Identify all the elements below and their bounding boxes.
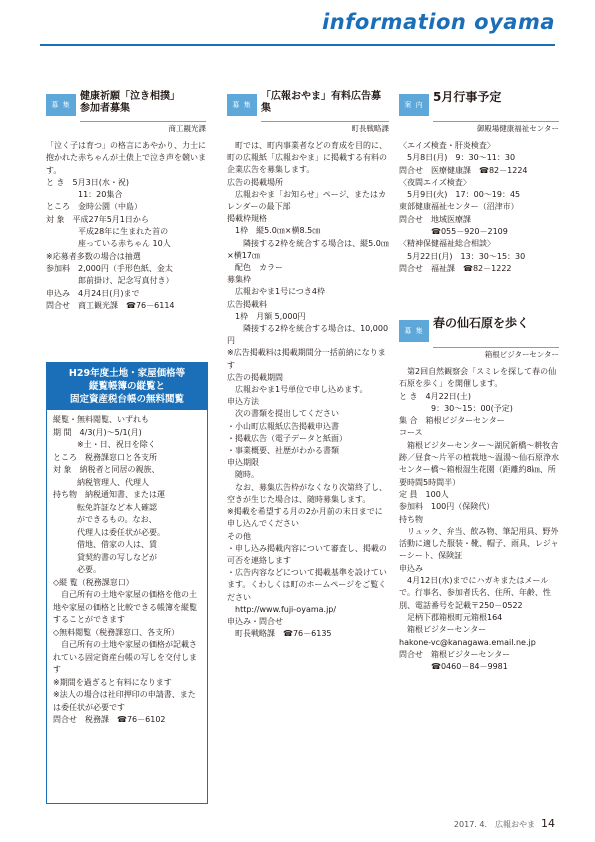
section-body: 町では、町内事業者などの育成を目的に、町の広報紙「広報おやま」に掲載する有料の企業広告を募集します。 広告の掲載場所 広報おやま「お知らせ」ページ、またはカレンダーの最下部 掲載枠規格 1枠 縦5.0㎝×横8.5㎝ 隣接する2枠を統合する場合は、縦5.0㎝×横17㎝ 配色 カラー 募集枠 広報おやま1号につき4枠 広告掲載料 1枠 月額 5,000円 隣接する2枠を統合する場合は、10,000円 ※広告掲載料は掲載期間分一括前納になります 広告の掲載期間 広報おやま1号単位で申し込めます。 申込方法 次の書類を提出してください ・小山町広報紙広告掲載申込書 ・掲載広告（電子データと紙面） ・事業概要、社歴がわかる書類 申込期限 随時。 なお、募集広告枠がなくなり次第終了し、空きが生じた場合は、随時募集します。 ※掲載を希望する月の2か月前の末日までに申し込んでください その他 ・申し込み掲載内容について審査し、掲載の可否を連絡します ・広告内容などについて掲載基準を設けています。くわしくは町のホームページをご覧ください http://www.fuji-oyama.jp/ 申込み・問合せ 町長戦略課 ☎76－6135	[227, 141, 389, 639]
section-kouhou	[227, 88, 389, 640]
section-tag: 案 内	[399, 94, 429, 116]
section-dept: 箱根ビジターセンター	[484, 350, 559, 359]
tax-notice-box	[46, 362, 208, 804]
section-header	[399, 88, 559, 120]
divider	[433, 347, 559, 348]
section-title: 春の仙石原を歩く	[433, 316, 530, 330]
tax-notice-title: H29年度土地・家屋価格等 縦覧帳簿の縦覧と 固定資産税台帳の無料閲覧	[47, 363, 207, 410]
section-dept: 町長戦略課	[351, 124, 389, 133]
section-sengoku	[399, 314, 559, 673]
section-body: 第2回自然観察会「スミレを探して春の仙石原を歩く」を開催します。 と き 4月22日(土) 9：30～15：00(予定) 集 合 箱根ビジターセンター コース 箱根ビジターセンター～湖尻新橋～耕牧舎跡／昼食～片平の植栽地～温湯～仙石原浄水センター橋～箱根湿生花園（距離約8㎞、所要時間5時間半） 定 員 100人 参加料 100円（保険代） 持ち物 リュック、弁当、飲み物、筆記用具、野外活動に適した服装・靴、帽子、雨具、レジャーシート、保険証 申込み 4月12日(水)までにハガキまたはメールで。行事名、参加者氏名、住所、年齢、性別、電話番号を記載〒250－0522 足柄下郡箱根町元箱根164 箱根ビジターセンター hakone-vc@kanagawa.email.ne.jp 問合せ 箱根ビジターセンター ☎0460－84－9981	[399, 367, 559, 672]
section-header	[399, 314, 559, 346]
section-tag: 募 集	[227, 94, 257, 116]
header-title: information oyama	[322, 10, 555, 34]
section-header	[46, 88, 206, 120]
section-tag: 募 集	[46, 94, 76, 116]
header-rule	[40, 44, 555, 46]
section-title: 「広報おやま」有料広告募集	[261, 91, 381, 114]
section-tag: 募 集	[399, 320, 429, 342]
divider	[80, 121, 206, 122]
page-number: 14	[541, 817, 555, 830]
section-title: 5月行事予定	[433, 90, 502, 104]
tax-notice-body: 縦覧・無料閲覧、いずれも 期 間 4/3(月)～5/1(月) ※土・日、祝日を除く ところ 税務課窓口と各支所 対 象 納税者と同居の親族、 納税管理人、代理人 持ち物 納税通知書、または運 転免許証など本人確認 ができるもの。なお、 代理人は委任状が必要。 借地、借家の人は、賃 貸契約書の写しなどが 必要。 ◇縦 覧（税務課窓口） 自己所有の土地や家屋の価格を他の土地や家屋の価格と比較できる帳簿を縦覧することができます ◇無料閲覧（税務課窓口、各支所） 自己所有の土地や家屋の価格が記載されている固定資産台帳の写しを交付します ※期間を過ぎると有料になります ※法人の場合は社印押印の申請書、または委任状が必要です 問合せ 税務課 ☎76－6102	[53, 415, 197, 724]
divider	[261, 121, 389, 122]
issue-label: 2017. 4. 広報おやま	[453, 820, 535, 829]
page-footer	[454, 817, 555, 830]
section-sumo	[46, 88, 206, 312]
section-gyoji	[399, 88, 559, 275]
section-dept: 御殿場健康福祉センター	[476, 124, 559, 133]
section-dept: 商工観光課	[168, 124, 206, 133]
section-title: 健康祈願「泣き相撲」 参加者募集	[80, 91, 180, 114]
section-header	[227, 88, 389, 120]
divider	[433, 121, 559, 122]
section-body: 〈エイズ検査・肝炎検査〉 5月8日(月) 9：30～11：30 問合せ 医療健康課 ☎82－1224 〈夜間エイズ検査〉 5月9日(火) 17：00～19：45 東部健康福祉センター（沼津市） 問合せ 地域医療課 ☎055－920－2109 〈精神保健福祉総合相談〉 5月22日(月) 13：30～15：30 問合せ 福祉課 ☎82－1222	[399, 141, 528, 273]
section-body: 「泣く子は育つ」の格言にあやかり、力士に抱かれた赤ちゃんが土俵上で泣き声を競います。 と き 5月3日(水・祝) 11：20集合 ところ 金時公園（中島） 対 象 平成27年5月1日から 平成28年に生まれた首の 座っている赤ちゃん 10人 ※応募者多数の場合は抽選 参加料 2,000円（手形色紙、金太 郎前掛け、記念写真付き） 申込み 4月24日(月)まで 問合せ 商工観光課 ☎76－6114	[46, 141, 206, 310]
